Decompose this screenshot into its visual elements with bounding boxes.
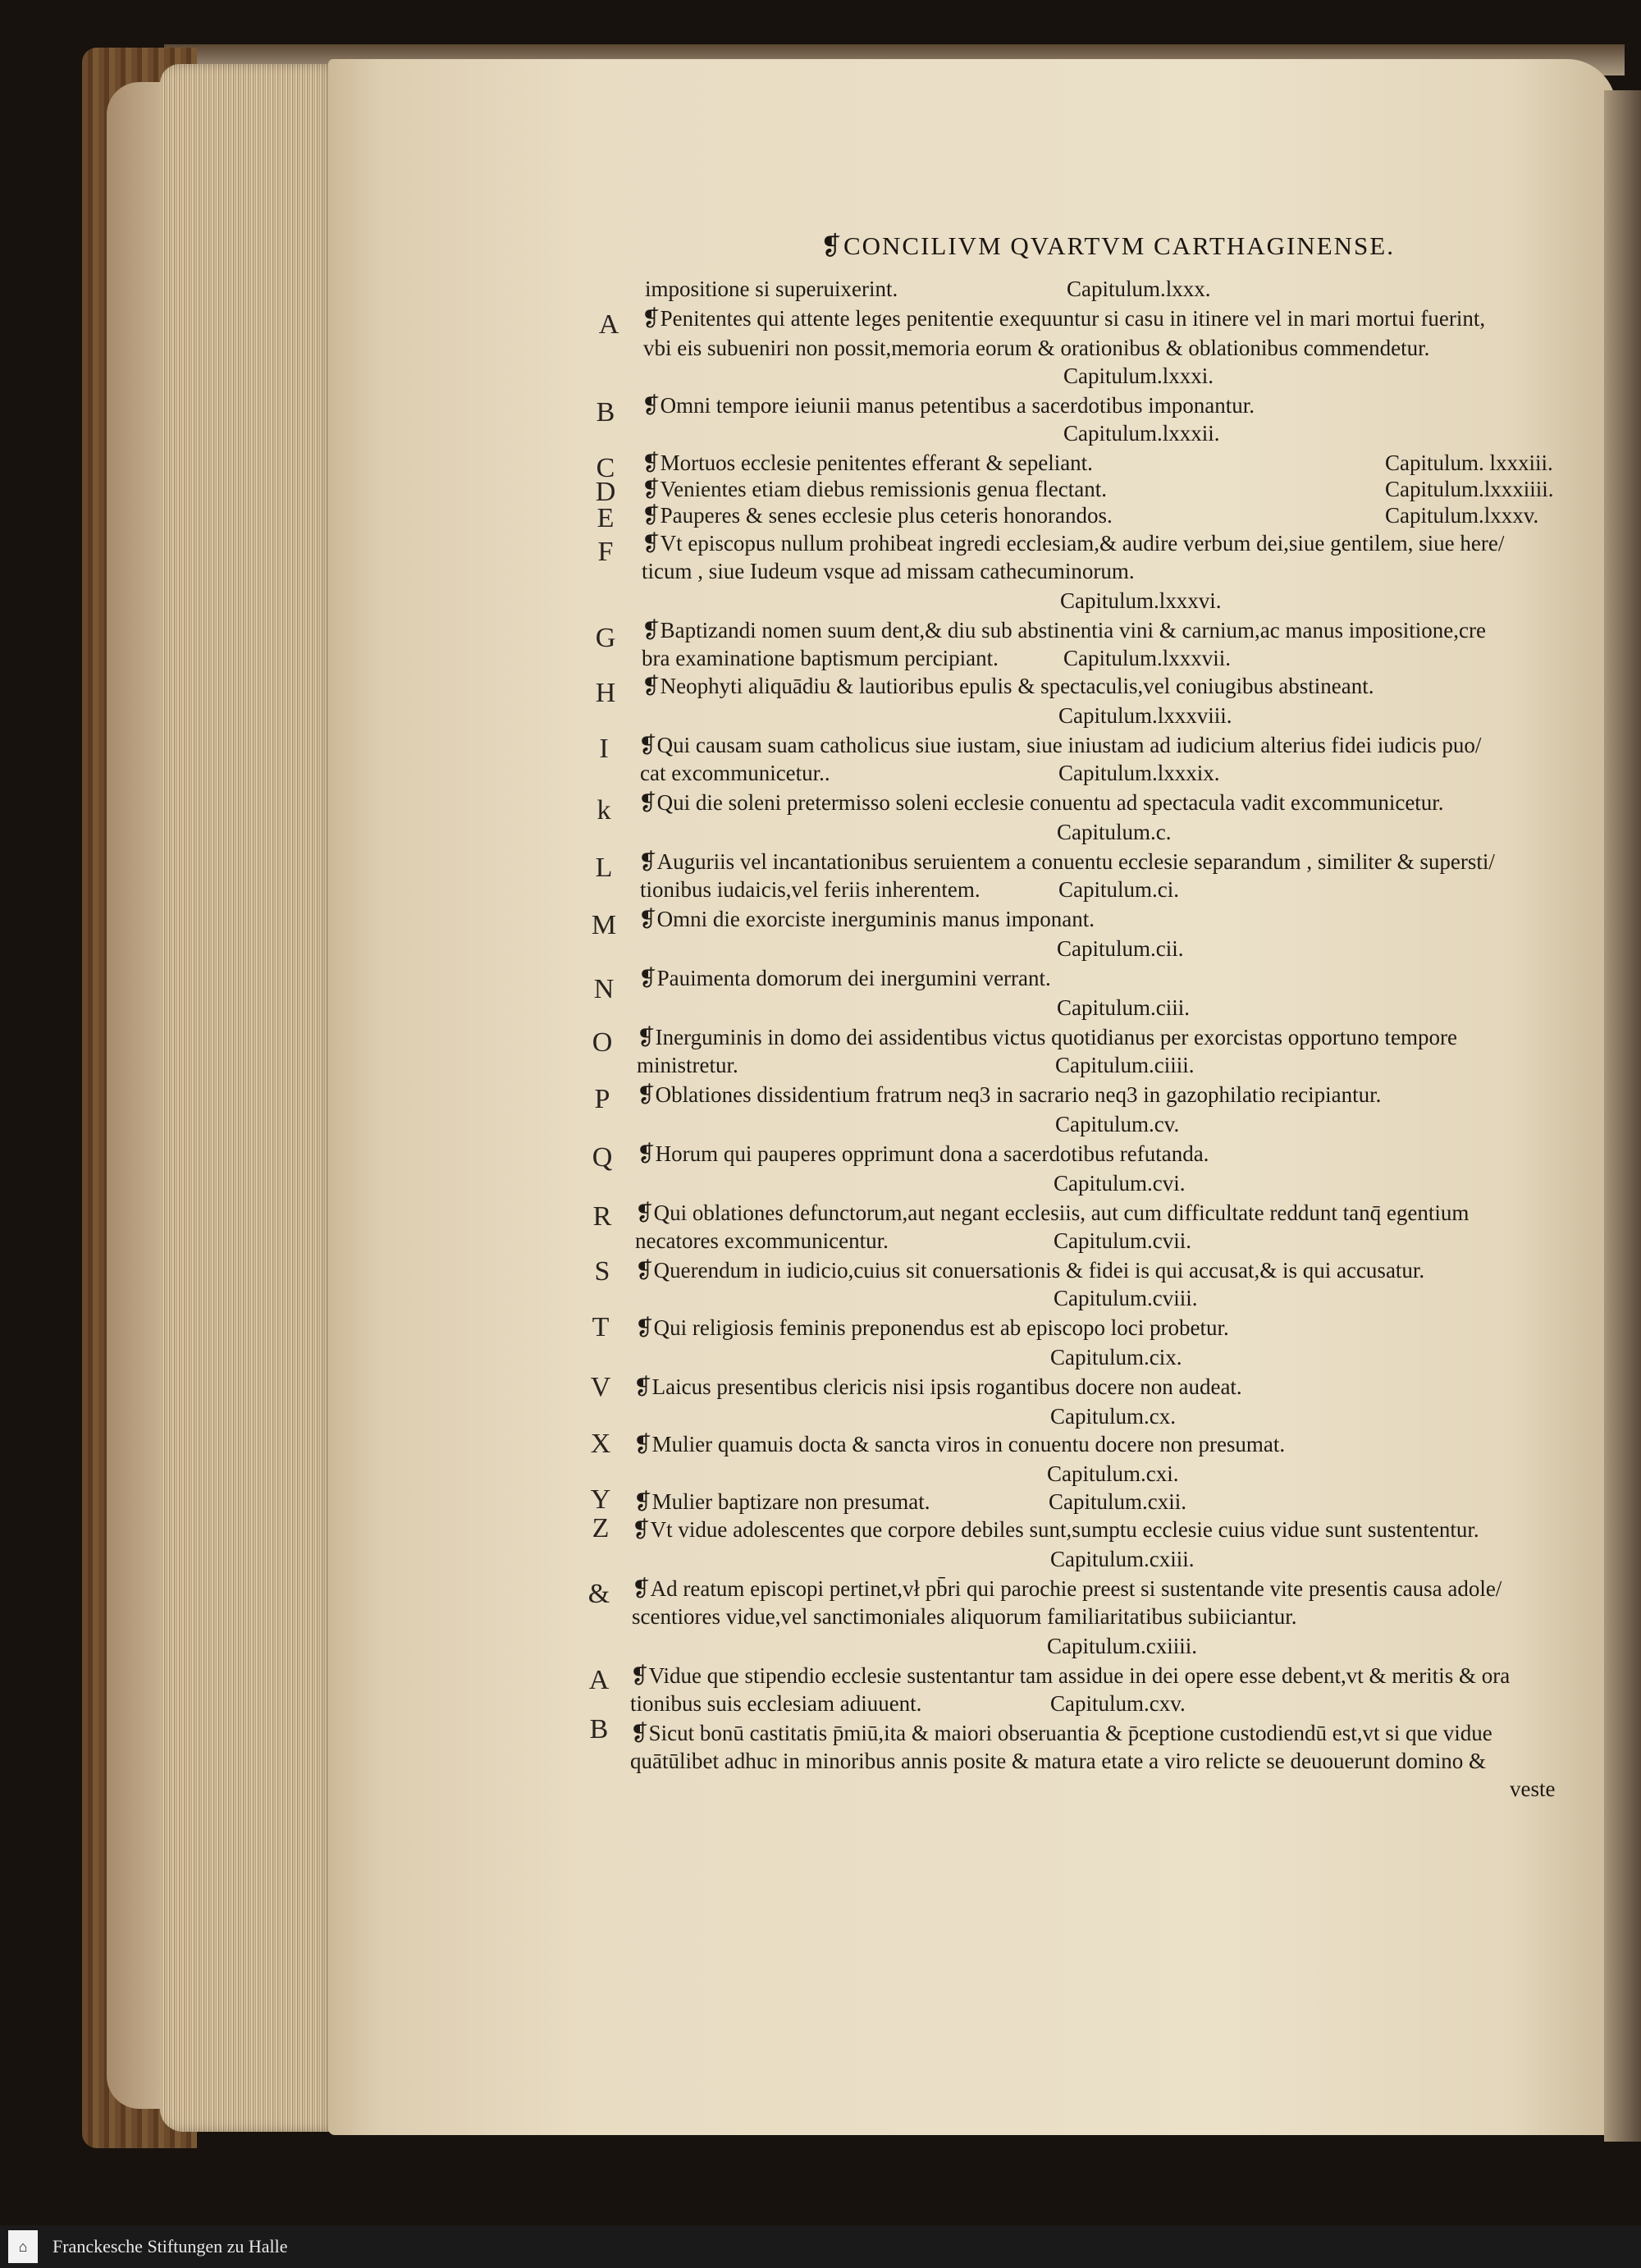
text-line: ❡Qui religiosis feminis preponendus est ab episcopo loci probetur. [635,1315,1229,1340]
text-line: ❡Laicus presentibus clericis nisi ipsis rogantibus docere non audeat. [633,1374,1242,1399]
chapter-heading: Capitulum.cxv. [1050,1691,1186,1716]
chapter-heading: Capitulum. lxxxiii. [1385,450,1553,475]
chapter-heading: Capitulum.cx. [1050,1404,1176,1429]
text-line: ❡Neophyti aliquādiu & lautioribus epulis & spectaculis,vel coniugibus abstineant. [642,674,1374,698]
text-line: ❡Horum qui pauperes opprimunt dona a sacerdotibus refutanda. [637,1141,1209,1166]
text-line: cat excommunicetur.. [640,761,830,785]
footer-bar [0,2225,1641,2268]
margin-letter: B [596,397,615,428]
margin-letter: C [596,453,615,483]
margin-letter: H [595,678,616,708]
text-line: ❡Sicut bonū castitatis p̄miū,ita & maiori obseruantia & p̄ceptione custodiendū est,vt si que vidue [630,1721,1492,1745]
text-line: ❡Querendum in iudicio,cuius sit conuersationis & fidei is qui accusat,& is qui accusatur. [635,1258,1425,1283]
text-line: ❡Oblationes dissidentium fratrum neq3 in sacrario neq3 in gazophilatio recipiantur. [637,1082,1382,1107]
margin-letter: D [595,477,616,507]
text-line: quātūlibet adhuc in minoribus annis posite & matura etate a viro relicte se deuouerunt domino & [630,1749,1486,1773]
chapter-heading: Capitulum.cvii. [1054,1228,1191,1253]
text-line: ministretur. [637,1053,738,1077]
text-line: ❡Omni die exorciste inerguminis manus imponant. [638,907,1095,931]
chapter-heading: Capitulum.cviii. [1054,1286,1198,1310]
text-line: ❡Qui oblationes defunctorum,aut negant ecclesiis, aut cum difficultate reddunt tanq̄ egentium [635,1200,1470,1225]
text-line: ❡Vt vidue adolescentes que corpore debiles sunt,sumptu ecclesie cuius vidue sunt sustententur. [632,1517,1479,1542]
chapter-heading: Capitulum.lxxxvi. [1060,588,1222,613]
margin-letter: Y [590,1484,611,1515]
text-line: ❡Vidue que stipendio ecclesie sustentantur tam assidue in dei opere esse debent,vt & meritis & ora [630,1663,1511,1688]
chapter-heading: Capitulum.lxxxi. [1063,364,1214,388]
margin-letter: B [589,1714,609,1744]
chapter-heading: Capitulum.c. [1057,820,1172,844]
text-line: scentiores vidue,vel sanctimoniales aliquorum familiaritatibus subiiciantur. [632,1604,1297,1629]
catchword: veste [1510,1776,1556,1801]
text-line: ticum , siue Iudeum vsque ad missam cathecuminorum. [642,559,1135,583]
text-line: ❡Pauperes & senes ecclesie plus ceteris honorandos. [642,503,1113,528]
margin-letter: E [597,503,615,533]
margin-letter: R [592,1201,612,1232]
chapter-heading: Capitulum.cii. [1057,936,1184,961]
margin-letter: Z [592,1513,610,1543]
text-line: ❡Ad reatum episcopi pertinet,vł pb̄ri qui parochie preest si sustentande vite presentis causa adole/ [632,1576,1502,1601]
margin-letter: Q [592,1142,613,1173]
chapter-heading: Capitulum.lxxxiiii. [1385,477,1554,501]
chapter-heading: Capitulum.lxxxv. [1385,503,1539,528]
text-line: ❡Pauimenta domorum dei inergumini verrant. [638,966,1051,990]
chapter-heading: Capitulum.lxxxvii. [1063,646,1232,670]
crest-icon: ⌂ [18,2238,28,2255]
margin-letter: L [595,853,613,883]
chapter-heading: Capitulum.cvi. [1054,1171,1186,1196]
margin-letter: G [595,623,616,653]
margin-letter: P [594,1084,610,1114]
chapter-heading: Capitulum.ciii. [1057,995,1190,1020]
text-line: vbi eis subueniri non possit,memoria eorum & orationibus & oblationibus commendetur. [643,336,1430,360]
text-line: ❡Venientes etiam diebus remissionis genua flectant. [642,477,1107,501]
institution-logo [8,2230,38,2263]
chapter-heading: Capitulum.cxiii. [1050,1547,1195,1571]
page-stack [160,64,336,2132]
text-line: ❡Mulier baptizare non presumat. [633,1489,930,1514]
margin-letter: A [598,309,619,340]
chapter-heading: Capitulum.lxxxviii. [1058,703,1232,728]
text-line: ❡Penitentes qui attente leges penitentie exequuntur si casu in itinere vel in mari mortui fuerint, [642,306,1486,331]
margin-letter: F [597,537,614,567]
text-line: necatores excommunicentur. [635,1228,889,1253]
chapter-heading: Capitulum.lxxxix. [1058,761,1220,785]
chapter-heading: Capitulum.cxiiii. [1047,1634,1197,1658]
text-line: ❡Mortuos ecclesie penitentes efferant & sepeliant. [642,450,1093,475]
chapter-heading: Capitulum.cxii. [1049,1489,1186,1514]
text-line: ❡Mulier quamuis docta & sancta viros in conuentu docere non presumat. [633,1432,1286,1456]
margin-letter: & [587,1579,610,1609]
page-stack-edge [107,82,164,2109]
text-line: bra examinatione baptismum percipiant. [642,646,999,670]
institution-name: Franckesche Stiftungen zu Halle [53,2236,288,2257]
margin-letter: T [592,1312,610,1342]
margin-letter: k [597,795,611,825]
chapter-heading: Capitulum.ciiii. [1055,1053,1195,1077]
text-line: tionibus iudaicis,vel feriis inherentem. [640,877,980,902]
margin-letter: X [590,1429,611,1459]
margin-letter: I [599,734,609,764]
text-line: impositione si superuixerint. [645,277,898,301]
text-line: ❡Omni tempore ieiunii manus petentibus a sacerdotibus imponantur. [642,393,1255,418]
margin-letter: S [594,1256,610,1287]
text-line: ❡Auguriis vel incantationibus seruientem a conuentu ecclesie separandum , similiter & supersti/ [638,849,1495,874]
margin-letter: N [593,974,615,1004]
margin-letter: A [588,1665,610,1695]
text-line: ❡Qui causam suam catholicus siue iustam, siue iniustam ad iudicium alterius fidei iudicis puo/ [638,733,1482,757]
text-line: ❡Vt episcopus nullum prohibeat ingredi ecclesiam,& audire verbum dei,siue gentilem, siue here/ [642,531,1505,556]
text-line: ❡Inerguminis in domo dei assidentibus victus quotidianus per exorcistas opportuno tempore [637,1025,1457,1049]
running-title: ❡CONCILIVM QVARTVM CARTHAGINENSE. [820,231,1395,260]
margin-letter: V [590,1372,611,1402]
page-right-edge [1604,90,1641,2142]
margin-letter: O [592,1027,613,1058]
margin-letter: M [591,910,617,940]
text-line: tionibus suis ecclesiam adiuuent. [630,1691,922,1716]
chapter-heading: Capitulum.ci. [1058,877,1179,902]
chapter-heading: Capitulum.lxxxii. [1063,421,1220,446]
chapter-heading: Capitulum.cix. [1050,1345,1182,1369]
chapter-heading: Capitulum.cv. [1055,1112,1180,1136]
text-line: ❡Qui die soleni pretermisso soleni ecclesie conuentu ad spectacula vadit excommunicetur. [638,790,1444,815]
chapter-heading: Capitulum.lxxx. [1067,277,1211,301]
chapter-heading: Capitulum.cxi. [1047,1461,1179,1486]
text-line: ❡Baptizandi nomen suum dent,& diu sub abstinentia vini & carnium,ac manus impositione,cre [642,618,1486,642]
